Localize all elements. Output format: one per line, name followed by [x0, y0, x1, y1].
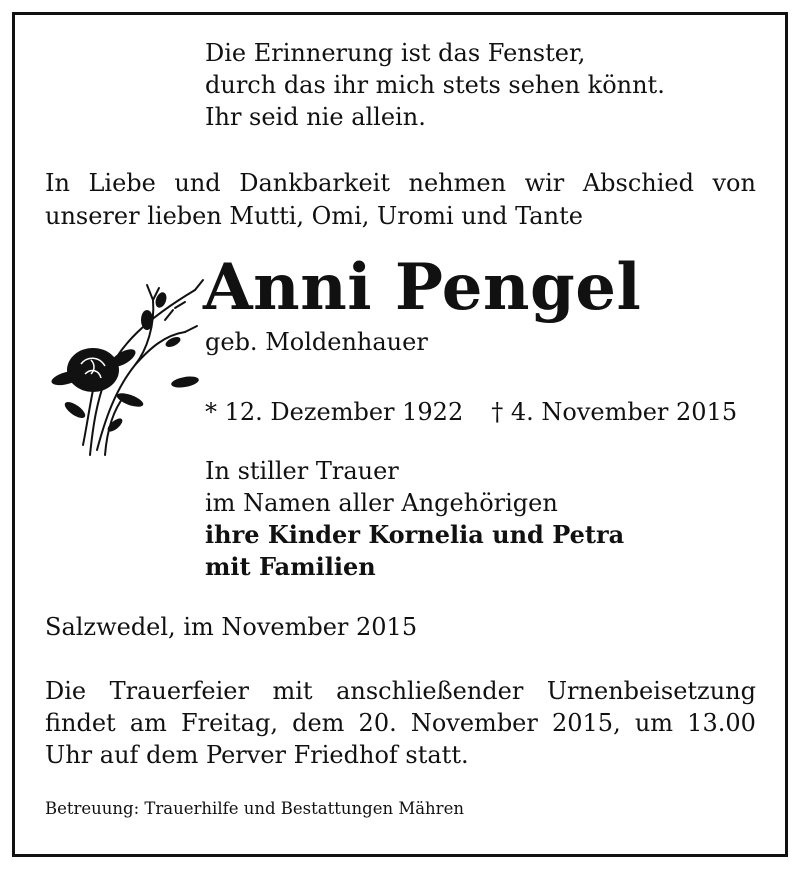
- funeral-word: 20.: [358, 709, 397, 737]
- obituary-notice: [12, 12, 788, 857]
- intro-word: Liebe: [88, 169, 156, 197]
- intro-line-1: [45, 167, 756, 200]
- funeral-line-3: Uhr auf dem Perver Friedhof statt.: [45, 741, 469, 769]
- poem-line: Die Erinnerung ist das Fenster,: [205, 39, 586, 67]
- intro-line-2: unserer lieben Mutti, Omi, Uromi und Tante: [45, 202, 583, 230]
- mourners-children: ihre Kinder Kornelia und Petra: [205, 520, 625, 549]
- funeral-info: [45, 675, 756, 771]
- intro-word: und: [174, 169, 221, 197]
- intro-word: von: [712, 169, 756, 197]
- intro-word: Abschied: [582, 169, 694, 197]
- rose-bouquet-icon: [35, 260, 205, 460]
- mourners-line: In stiller Trauer: [205, 457, 399, 485]
- funeral-word: dem: [292, 709, 345, 737]
- mourners: [205, 455, 624, 583]
- place-date: Salzwedel, im November 2015: [45, 613, 418, 641]
- funeral-line-2: [45, 707, 756, 739]
- funeral-home-credit: Betreuung: Trauerhilfe und Bestattungen Mähren: [45, 799, 464, 818]
- intro-word: Dankbarkeit: [239, 169, 390, 197]
- funeral-word: findet: [45, 709, 116, 737]
- poem: [205, 37, 665, 133]
- funeral-word: am: [129, 709, 167, 737]
- funeral-word: mit: [272, 677, 313, 705]
- mourners-families: mit Familien: [205, 552, 376, 581]
- mourners-line: im Namen aller Angehörigen: [205, 489, 558, 517]
- intro-word: nehmen: [408, 169, 507, 197]
- funeral-word: anschließender: [336, 677, 524, 705]
- funeral-word: Die: [45, 677, 87, 705]
- birth-date: * 12. Dezember 1922: [205, 398, 464, 426]
- poem-line: durch das ihr mich stets sehen könnt.: [205, 71, 665, 99]
- poem-line: Ihr seid nie allein.: [205, 103, 426, 131]
- funeral-word: um: [634, 709, 674, 737]
- funeral-line-1: [45, 675, 756, 707]
- funeral-word: 13.00: [687, 709, 756, 737]
- funeral-word: Freitag,: [181, 709, 278, 737]
- intro-word: wir: [524, 169, 565, 197]
- funeral-word: Trauerfeier: [109, 677, 249, 705]
- funeral-word: November: [410, 709, 538, 737]
- funeral-word: 2015,: [551, 709, 621, 737]
- death-date: † 4. November 2015: [491, 398, 738, 426]
- intro-word: In: [45, 169, 70, 197]
- funeral-word: Urnenbeisetzung: [546, 677, 756, 705]
- deceased-name: Anni Pengel: [203, 250, 642, 325]
- life-dates: [205, 397, 737, 427]
- birth-name: geb. Moldenhauer: [205, 328, 428, 356]
- intro-text: [45, 167, 756, 233]
